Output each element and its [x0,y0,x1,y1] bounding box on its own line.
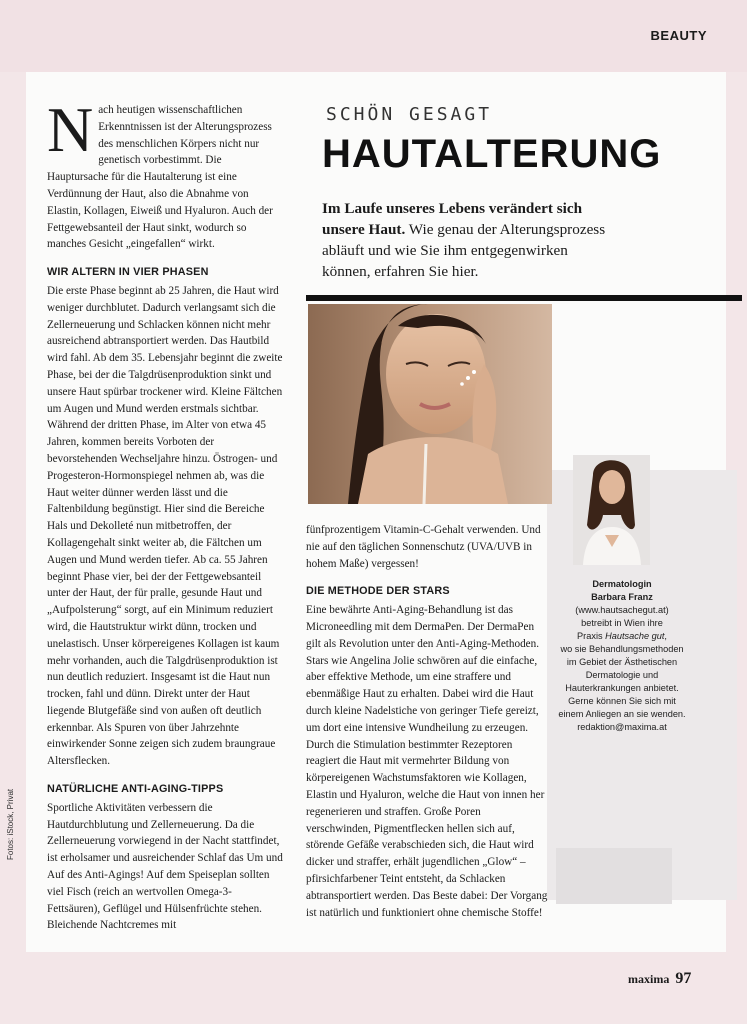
intro-text: ach heutigen wissenschaftlichen Erkenntnissen ist der Alterungsprozess des menschlichen Körpers nicht nur genetisch vorbestimmt. Die Hauptursache für die Hautalterung ist eine Verdünnung der Haut, also die Abnahme von Elastin, Kollagen, Eiweiß und Hyaluron. Auch der Fettgewebsanteil der Haut sinkt, wodurch so manches Gesicht „eingefallen“ wirkt. [47,104,273,251]
expert-line2 [558,630,686,643]
portrait-photo [573,455,650,565]
expert-line1: betreibt in Wien ihre [581,618,663,628]
paragraph-phases: Die erste Phase beginnt ab 25 Jahren, die Haut wird weniger durchblutet. Dadurch verlangsamt sich die Zellerneuerung und Schlacken können nicht mehr ausreichend abtransportiert werden. Das Hautbild wird fahl. Ab dem 35. Lebensjahr beginnt die zweite Phase, bei der die Talgdrüsenproduktion sinkt und unsere Haut spürbar trockener wird. Kleine Fältchen um Augen und Mund werden erstmals sichtbar. Während der dritten Phase, im Alter von etwa 45 Jahren, kommen bereits Vorboten der bevorstehenden Wechseljahre hinzu. Östrogen- und Progesteron-Hormonspiegel nehmen ab, was die Haut weiter dünner werden lässt und die Faltenbildung begünstigt. Hier sind die Bereiche Hals und Dekolleté nun mitbetroffen, der Kollagengehalt sinkt weiter ab, die Fältchen um Augen und Mund werden tiefer. Ab ca. 55 Jahren beginnt Phase vier, bei der der Fettgewebsanteil unter der Haut, der für pralle, gesunde Haut und „Aufpolsterung“ sorgt, auf ein Minimum reduziert wird, die Hautstruktur wirkt dünn, trocken und unelastisch. Unser körpereigenes Kollagen ist kaum mehr vorhanden, auch die Talgdrüsenproduktion ist nun deutlich reduziert. Insgesamt ist die Haut nun trocken, fahl und dünn. Direkt unter der Haut liegende Blutgefäße sind von außen oft deutlich erkennbar. Als Spuren von über Jahrzehnte einwirkender Sonne zeigen sich zudem braungraue Altersflecken. [47,284,283,768]
expert-line4: Gerne können Sie sich mit einem Anliegen an sie wenden. [558,696,686,719]
divider-rule [306,295,742,301]
expert-name: Barbara Franz [591,592,653,602]
top-band [0,0,747,72]
heading-phases: WIR ALTERN IN VIER PHASEN [47,266,209,279]
dropcap: N [47,94,94,165]
portrait-illustration [573,455,650,565]
magazine-name: maxima [628,972,670,986]
heading-tips: NATÜRLICHE ANTI-AGING-TIPPS [47,783,224,796]
faded-text-block [556,848,672,904]
hero-photo-illustration [308,304,552,504]
expert-line2-pre: Praxis [577,631,606,641]
expert-box [558,578,686,734]
lead-text [322,198,612,282]
photo-credit: Fotos: iStock, Privat [6,788,15,860]
lead-bold: Im Laufe unseres Lebens verändert sich unsere Haut. [322,200,583,238]
heading-method: DIE METHODE DER STARS [306,585,450,598]
lead-rest: Wie genau der Alterungsprozess abläuft und wie Sie ihm entgegenwirken können, erfahren Sie hier. [322,221,606,280]
headline: HAUTALTERUNG [322,132,662,176]
page-footer [628,970,691,988]
hero-photo [308,304,552,504]
paragraph-method: Eine bewährte Anti-Aging-Behandlung ist das Microneedling mit dem DermaPen. Der DermaPen gilt als Revolution unter den Anti-Aging-Methoden. Stars wie Angelina Jolie schwören auf die einfache, aber effektive Methode, um eine straffere und ebenmäßige Haut zu erhalten. Dabei wird die Haut durch kleine Nadelstiche von geringer Tiefe gereizt, um dort eine intensive Wundheilung zu erzeugen. Durch die Stimulation bestimmter Rezeptoren reagiert die Haut mit vermehrter Bildung von körpereigenen Wachstumsfaktoren wie Kollagen, Elastin und Hyaluron, welche die Haut von innen her regenerieren und straffen. Große Poren verschwinden, Pigmentflecken hellen sich auf, störende Gefäße verabschieden sich, die Haut wird dicker und straffer, erhält jugendlichen „Glow“ – pfirsichfarbener Teint entsteht, da Schlacken abtransportiert werden. Das Beste dabei: Der Vorgang ist natürlich und funktioniert ohne chemische Stoffe! [306,604,548,919]
paragraph-tips-cont: fünfprozentigem Vitamin-C-Gehalt verwenden. Und nie auf den täglichen Sonnenschutz (UVA/UVB in hohem Maße) vergessen! [306,524,541,570]
page-number: 97 [675,970,692,987]
middle-column [306,522,548,921]
intro-paragraph [47,94,283,253]
kicker: SCHÖN GESAGT [326,104,493,125]
expert-role: Dermatologin [592,579,652,589]
paragraph-tips: Sportliche Aktivitäten verbessern die Hautdurchblutung und Zellerneuerung. Da die Zellerneuerung vorwiegend in der Nacht stattfindet, ist erholsamer und ausreichender Schlaf das Um und Auf des Anti-Agings! Auf dem Speiseplan sollten viel Fisch (reich an wertvollen Omega-3-Fettsäuren), Geflügel und Hülsenfrüchte stehen. Bleichende Nachtcremes mit [47,801,283,932]
expert-url: (www.hautsachegut.at) [575,605,669,615]
left-column [47,94,283,934]
practice-name: Hautsache gut [605,631,665,641]
expert-line2-post: , [664,631,667,641]
section-label: BEAUTY [650,28,707,43]
expert-line3: wo sie Behandlungsmethoden im Gebiet der Ästhetischen Dermatologie und Hauterkrankungen anbietet. [560,644,684,693]
expert-email: redaktion@maxima.at [577,722,667,732]
